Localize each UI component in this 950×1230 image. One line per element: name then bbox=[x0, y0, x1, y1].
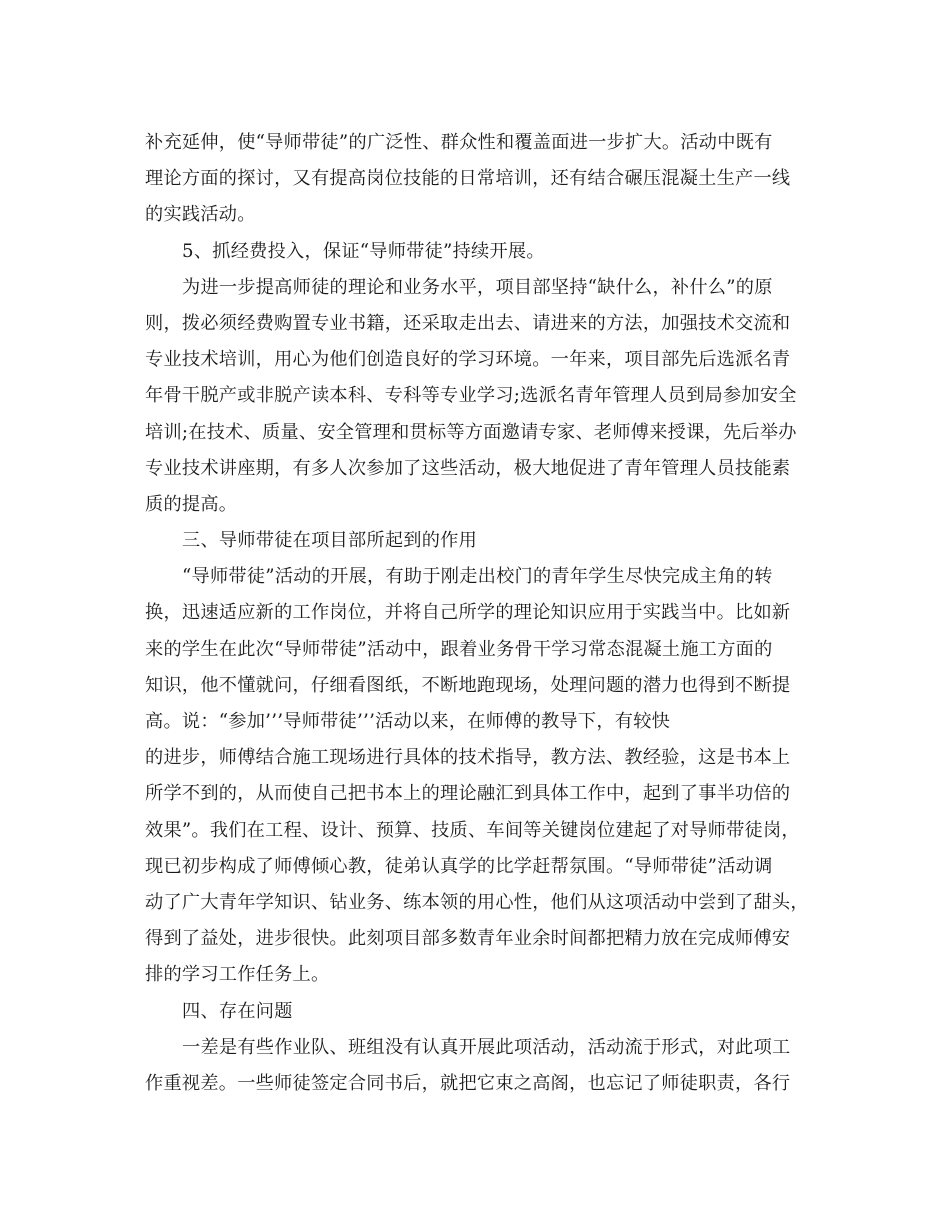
text-line: 三、导师带徒在项目部所起到的作用 bbox=[182, 530, 478, 552]
text-line: 四、存在问题 bbox=[182, 1000, 293, 1022]
document-body bbox=[145, 125, 807, 1102]
text-line: 专业技术讲座期，有多人次参加了这些活动，极大地促进了青年管理人员技能素 bbox=[145, 457, 791, 479]
text-line: 专业技术培训，用心为他们创造良好的学习环境。一年来，项目部先后选派名青 bbox=[145, 349, 791, 371]
text-line: 换，迅速适应新的工作岗位，并将自己所学的理论知识应用于实践当中。比如新 bbox=[145, 602, 791, 624]
text-line: 来的学生在此次“导师带徒”活动中，跟着业务骨干学习常态混凝土施工方面的 bbox=[145, 638, 773, 660]
text-line: 的实践活动。 bbox=[145, 204, 256, 226]
text-line: 质的提高。 bbox=[145, 493, 238, 515]
text-line: 补充延伸，使“导师带徒”的广泛性、群众性和覆盖面进一步扩大。活动中既有 bbox=[145, 132, 773, 153]
text-line: 的进步，师傅结合施工现场进行具体的技术指导，教方法、教经验，这是书本上 bbox=[145, 747, 791, 769]
text-line: 高。说：“参加’’’导师带徒’’’活动以来，在师傅的教导下，有较快 bbox=[145, 711, 671, 732]
text-line: 所学不到的，从而使自己把书本上的理论融汇到具体工作中，起到了事半功倍的 bbox=[145, 783, 791, 805]
text-line: 年骨干脱产或非脱产读本科、专科等专业学习;选派名青年管理人员到局参加安全 bbox=[145, 385, 797, 407]
text-line: 作重视差。一些师徒签定合同书后，就把它束之高阁，也忘记了师徒职责，各行 bbox=[145, 1072, 791, 1094]
text-line: 排的学习工作任务上。 bbox=[145, 964, 330, 986]
text-line: 效果”。我们在工程、设计、预算、技质、车间等关键岗位建起了对导师带徒岗， bbox=[145, 819, 800, 841]
text-line: 为进一步提高师徒的理论和业务水平，项目部坚持“缺什么，补什么”的原 bbox=[182, 276, 773, 298]
text-line: 则，拨必须经费购置专业书籍，还采取走出去、请进来的方法，加强技术交流和 bbox=[145, 312, 791, 334]
text-line: 5、抓经费投入，保证“导师带徒”持续开展。 bbox=[182, 240, 545, 262]
text-line: “导师带徒”活动的开展，有助于刚走出校门的青年学生尽快完成主角的转 bbox=[182, 566, 773, 588]
text-line: 知识，他不懂就问，仔细看图纸，不断地跑现场，处理问题的潜力也得到不断提 bbox=[145, 674, 791, 696]
text-line: 培训;在技术、质量、安全管理和贯标等方面邀请专家、老师傅来授课，先后举办 bbox=[145, 421, 797, 443]
text-line: 理论方面的探讨，又有提高岗位技能的日常培训，还有结合碾压混凝土生产一线 bbox=[145, 168, 791, 190]
text-line: 现已初步构成了师傅倾心教，徒弟认真学的比学赶帮氛围。“导师带徒”活动调 bbox=[145, 855, 773, 877]
text-line: 一差是有些作业队、班组没有认真开展此项活动，活动流于形式，对此项工 bbox=[182, 1036, 791, 1058]
text-line: 得到了益处，进步很快。此刻项目部多数青年业余时间都把精力放在完成师傅安 bbox=[145, 928, 791, 950]
text-line: 动了广大青年学知识、钻业务、练本领的用心性，他们从这项活动中尝到了甜头， bbox=[145, 891, 809, 913]
